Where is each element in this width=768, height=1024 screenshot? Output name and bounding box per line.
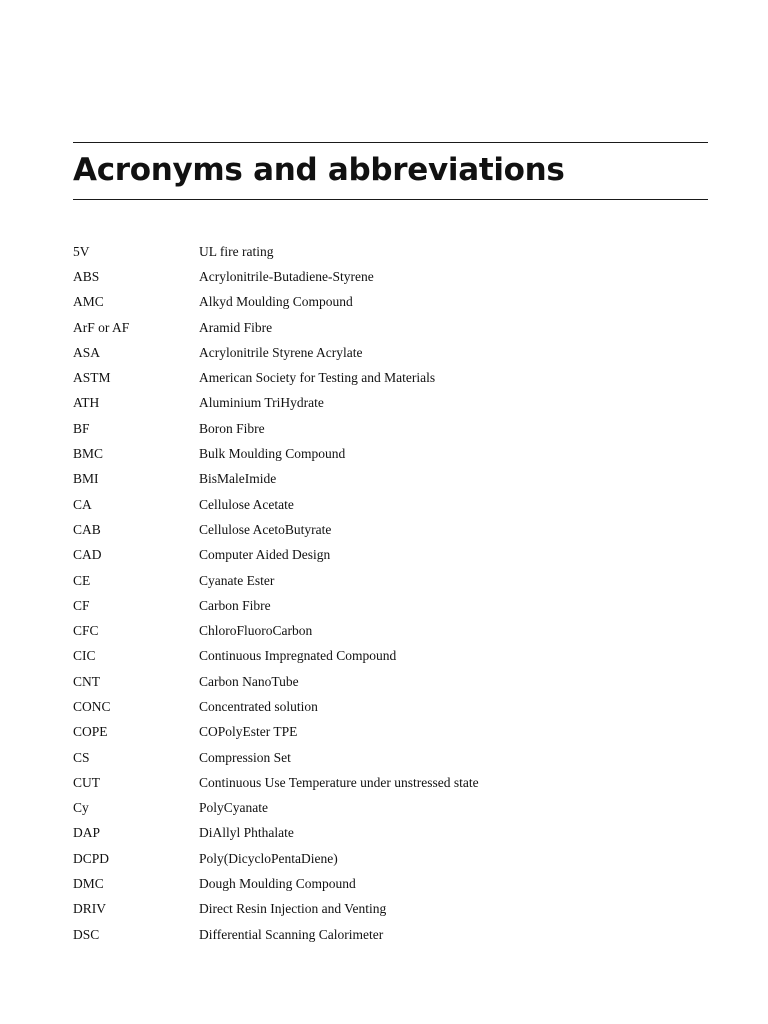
abbreviation-expansion: PolyCyanate: [199, 800, 268, 816]
list-item: [73, 290, 708, 315]
list-item: [73, 618, 708, 643]
abbreviation-list: [73, 239, 708, 947]
abbreviation-expansion: UL fire rating: [199, 243, 274, 259]
abbreviation-expansion: Acrylonitrile-Butadiene-Styrene: [199, 268, 374, 284]
list-item: [73, 796, 708, 821]
title-top-rule: [73, 142, 708, 143]
abbreviation-term: BMC: [73, 446, 104, 462]
abbreviation-term: DMC: [73, 876, 104, 892]
list-item: [73, 467, 708, 492]
list-item: [73, 745, 708, 770]
abbreviation-term: CS: [73, 749, 90, 765]
list-item: [73, 846, 708, 871]
abbreviation-term: DCPD: [73, 850, 110, 866]
list-item: [73, 416, 708, 441]
list-item: [73, 517, 708, 542]
abbreviation-term: Cy: [73, 800, 89, 816]
abbreviation-term: CF: [73, 597, 90, 613]
abbreviation-expansion: Cellulose Acetate: [199, 496, 294, 512]
list-item: [73, 694, 708, 719]
abbreviation-expansion: Alkyd Moulding Compound: [199, 294, 353, 310]
abbreviation-term: CONC: [73, 698, 111, 714]
list-item: [73, 821, 708, 846]
abbreviation-expansion: Dough Moulding Compound: [199, 876, 356, 892]
abbreviation-expansion: Carbon NanoTube: [199, 673, 299, 689]
abbreviation-term: AMC: [73, 294, 104, 310]
abbreviation-term: DRIV: [73, 901, 106, 917]
list-item: [73, 492, 708, 517]
abbreviation-expansion: Continuous Impregnated Compound: [199, 648, 397, 664]
abbreviation-term: CAD: [73, 547, 102, 563]
abbreviation-expansion: Direct Resin Injection and Venting: [199, 901, 387, 917]
list-item: [73, 340, 708, 365]
abbreviation-term: 5V: [73, 243, 90, 259]
abbreviation-expansion: Bulk Moulding Compound: [199, 446, 346, 462]
abbreviation-term: ArF or AF: [73, 319, 130, 335]
list-item: [73, 264, 708, 289]
list-item: [73, 315, 708, 340]
abbreviation-term: CFC: [73, 623, 99, 639]
abbreviation-term: ASA: [73, 344, 101, 360]
title-bottom-rule: [73, 199, 708, 200]
abbreviation-term: CUT: [73, 774, 100, 790]
abbreviation-expansion: Cyanate Ester: [199, 572, 275, 588]
abbreviation-expansion: Concentrated solution: [199, 698, 318, 714]
abbreviation-expansion: American Society for Testing and Materials: [199, 370, 436, 386]
list-item: [73, 568, 708, 593]
abbreviation-expansion: Computer Aided Design: [199, 547, 331, 563]
abbreviation-expansion: Cellulose AcetoButyrate: [199, 521, 332, 537]
abbreviation-expansion: DiAllyl Phthalate: [199, 825, 294, 841]
abbreviation-expansion: Carbon Fibre: [199, 597, 271, 613]
abbreviation-term: DSC: [73, 926, 100, 942]
list-item: [73, 922, 708, 947]
abbreviation-expansion: Continuous Use Temperature under unstressed state: [199, 774, 479, 790]
list-item: [73, 543, 708, 568]
list-item: [73, 644, 708, 669]
abbreviation-expansion: ChloroFluoroCarbon: [199, 623, 313, 639]
abbreviation-expansion: Differential Scanning Calorimeter: [199, 926, 384, 942]
abbreviation-term: CNT: [73, 673, 100, 689]
abbreviation-term: CE: [73, 572, 91, 588]
list-item: [73, 239, 708, 264]
list-item: [73, 871, 708, 896]
list-item: [73, 669, 708, 694]
list-item: [73, 720, 708, 745]
list-item: [73, 365, 708, 390]
abbreviation-term: CIC: [73, 648, 96, 664]
abbreviation-term: COPE: [73, 724, 108, 740]
abbreviation-term: CAB: [73, 521, 101, 537]
list-item: [73, 897, 708, 922]
page-title: Acronyms and abbreviations: [73, 152, 565, 188]
abbreviation-expansion: BisMaleImide: [199, 471, 277, 487]
list-item: [73, 770, 708, 795]
abbreviation-expansion: Boron Fibre: [199, 420, 265, 436]
abbreviation-expansion: Aramid Fibre: [199, 319, 273, 335]
abbreviation-term: DAP: [73, 825, 101, 841]
abbreviation-expansion: Compression Set: [199, 749, 291, 765]
abbreviation-expansion: Poly(DicycloPentaDiene): [199, 850, 338, 866]
list-item: [73, 391, 708, 416]
abbreviation-term: ASTM: [73, 370, 111, 386]
abbreviation-expansion: Aluminium TriHydrate: [199, 395, 324, 411]
abbreviation-term: ATH: [73, 395, 100, 411]
abbreviation-term: CA: [73, 496, 92, 512]
list-item: [73, 593, 708, 618]
list-item: [73, 441, 708, 466]
abbreviation-term: BF: [73, 420, 90, 436]
abbreviation-expansion: COPolyEster TPE: [199, 724, 298, 740]
abbreviation-term: ABS: [73, 268, 100, 284]
abbreviation-expansion: Acrylonitrile Styrene Acrylate: [199, 344, 363, 360]
abbreviation-term: BMI: [73, 471, 99, 487]
